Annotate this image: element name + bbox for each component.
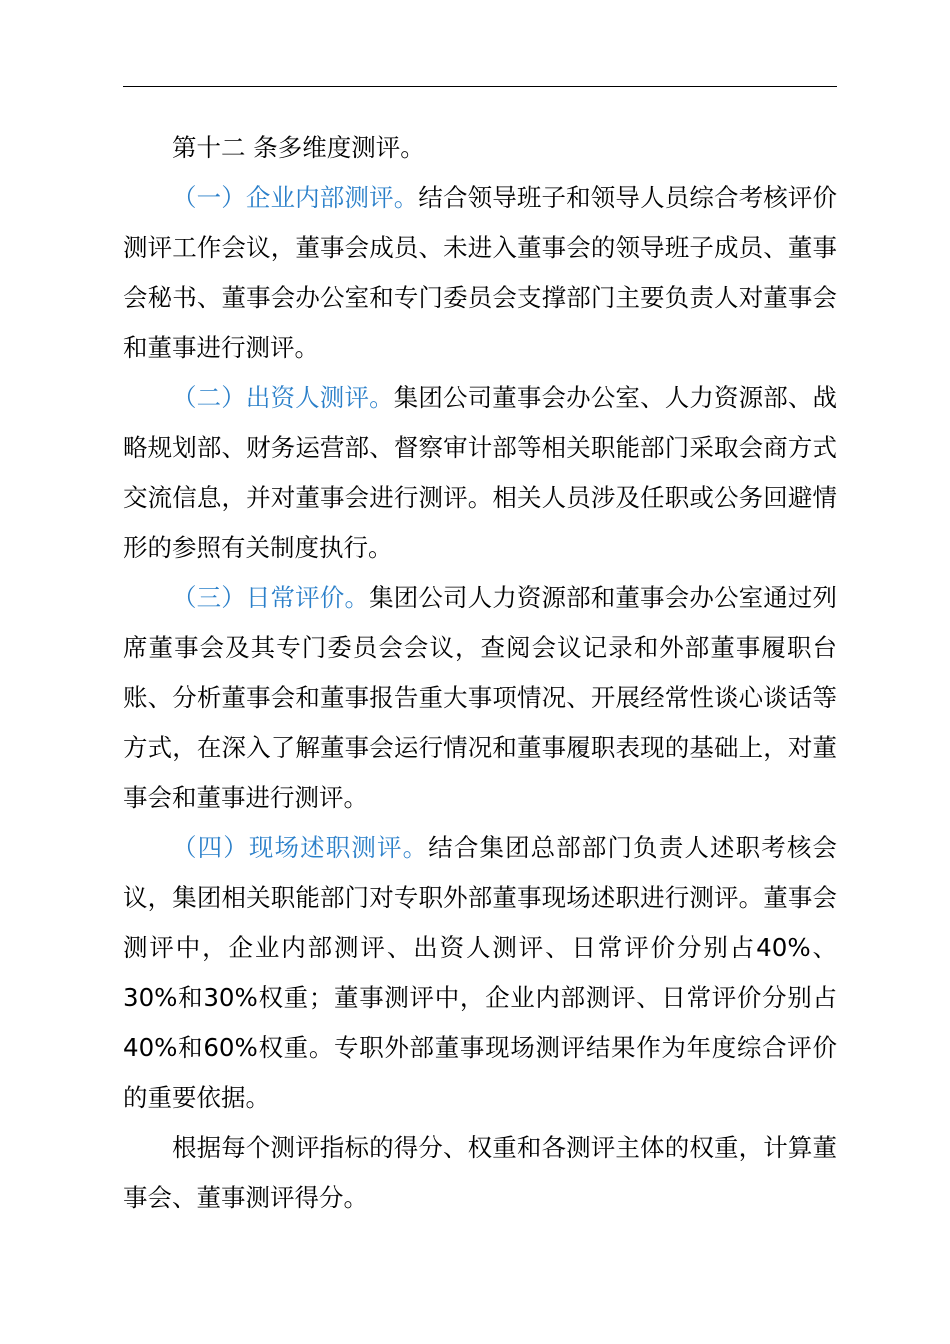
section-1-text: 结合领导班子和领导人员综合考核评价测评工作会议，董事会成员、未进入董事会的领导班子成员、董事会秘书、董事会办公室和专门委员会支撑部门主要负责人对董事会和董事进行测评。	[123, 183, 838, 362]
section-1	[123, 173, 837, 373]
weights-paragraph: 董事会测评中，企业内部测评、出资人测评、日常评价分别占40%、30%和30%权重；董事测评中，企业内部测评、日常评价分别占40%和60%权重。专职外部董事现场测评结果作为年度综合评价的重要依据。	[123, 883, 837, 1112]
section-3	[123, 573, 837, 823]
section-4-text: 结合集团总部部门负责人述职考核会议，集团相关职能部门对专职外部董事现场述职进行测评。	[123, 833, 838, 912]
header-rule	[123, 86, 837, 87]
section-2	[123, 373, 837, 573]
document-body	[123, 123, 837, 1223]
section-3-heading: （三）日常评价。	[172, 583, 370, 612]
article-title: 第十二 条多维度测评。	[172, 133, 425, 162]
section-1-heading: （一）企业内部测评。	[172, 183, 419, 212]
section-4-heading: （四）现场述职测评。	[172, 833, 429, 862]
section-2-heading: （二）出资人测评。	[172, 383, 394, 412]
section-3-text: 集团公司人力资源部和董事会办公室通过列席董事会及其专门委员会会议，查阅会议记录和外部董事履职台账、分析董事会和董事报告重大事项情况、开展经常性谈心谈话等方式，在深入了解董事会运行情况和董事履职表现的基础上，对董事会和董事进行测评。	[123, 583, 837, 812]
closing-paragraph: 根据每个测评指标的得分、权重和各测评主体的权重，计算董事会、董事测评得分。	[123, 1133, 837, 1212]
section-2-text: 集团公司董事会办公室、人力资源部、战略规划部、财务运营部、督察审计部等相关职能部门采取会商方式交流信息，并对董事会进行测评。相关人员涉及任职或公务回避情形的参照有关制度执行。	[123, 383, 838, 562]
section-4	[123, 823, 837, 1123]
